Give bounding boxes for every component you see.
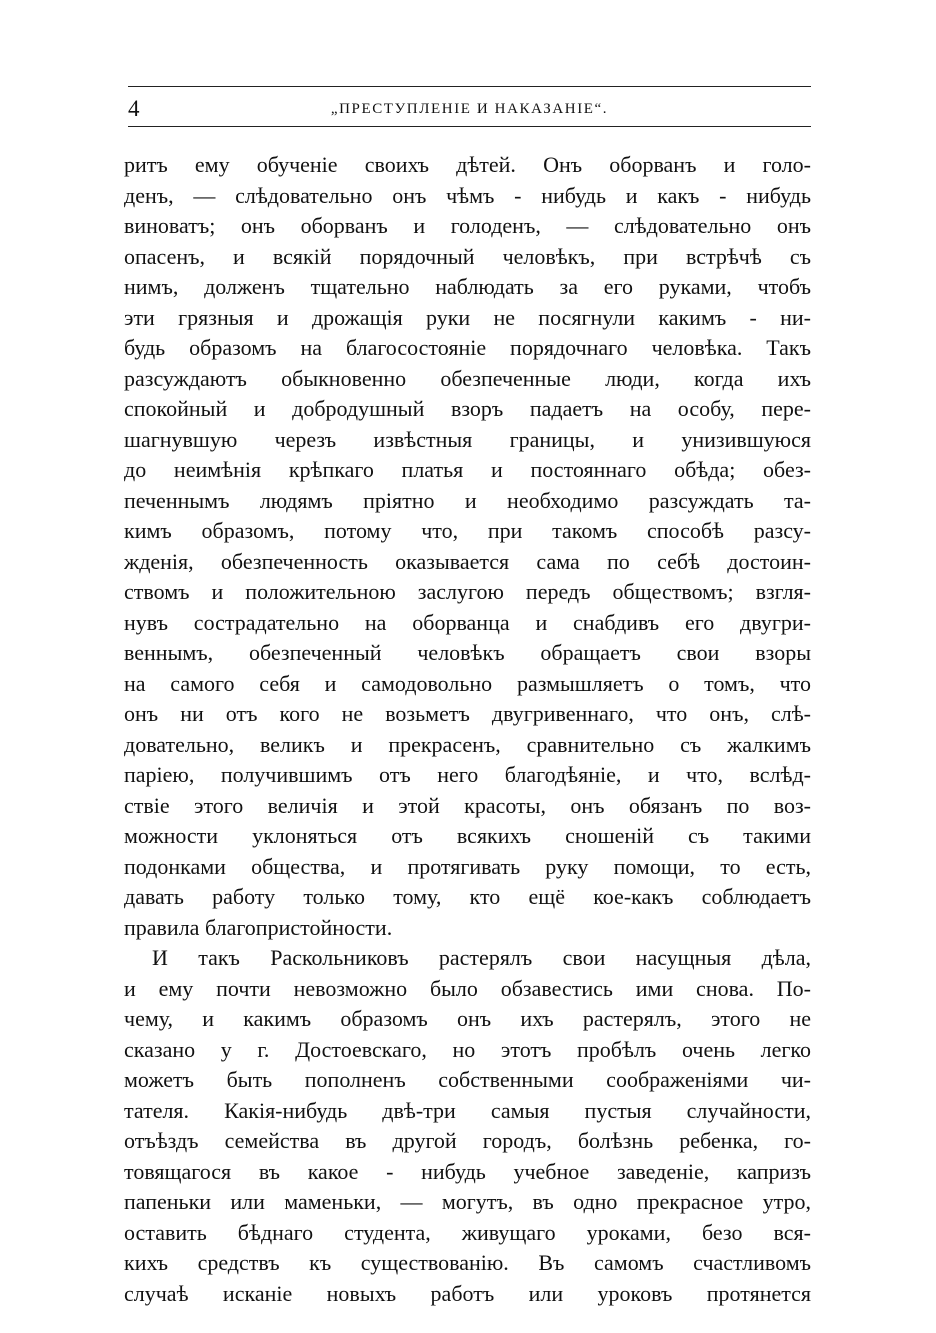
text-line: товящагося въ какое - нибудь учебное заведеніе, капризъ <box>124 1158 811 1184</box>
text-line: шагнувшую черезъ извѣстныя границы, и унизившуюся <box>124 426 811 452</box>
text-line: отъѣздъ семейства въ другой городъ, болѣзнь ребенка, го- <box>124 1128 811 1153</box>
text-line: на самого себя и самодовольно размышляетъ о томъ, что <box>124 670 811 696</box>
text-line: оставить бѣднаго студента, живущаго уроками, безо вся- <box>124 1219 811 1245</box>
text-line: разсуждаютъ обыкновенно обезпеченные люди, когда ихъ <box>124 365 811 391</box>
text-line: нувъ сострадательно на оборванца и снабдивъ его двугри- <box>124 609 811 635</box>
text-line: онъ ни отъ кого не возьметъ двугривеннаго, что онъ, слѣ- <box>124 701 811 726</box>
text-line: и ему почти невозможно было обзавестись ими снова. По- <box>124 975 811 1001</box>
text-line: кихъ средствъ къ существованію. Въ самомъ счастливомъ <box>124 1250 811 1275</box>
text-line: денъ, — слѣдовательно онъ чѣмъ - нибудь и какъ - нибудь <box>124 182 811 208</box>
text-line: довательно, великъ и прекрасенъ, сравнительно съ жалкимъ <box>124 731 811 757</box>
header-rule-bottom <box>128 126 811 127</box>
text-line: ствіе этого величія и этой красоты, онъ обязанъ по воз- <box>124 792 811 818</box>
body-text <box>124 150 811 1309</box>
text-line: будь образомъ на благосостояніе порядочнаго человѣка. Такъ <box>124 335 811 360</box>
text-line: случаѣ исканіе новыхъ работъ или уроковъ протянется <box>124 1280 811 1306</box>
text-line: можности уклоняться отъ всякихъ сношеній съ такими <box>124 823 811 848</box>
paragraph <box>124 943 811 1309</box>
text-line: нимъ, долженъ тщательно наблюдать за его руками, чтобъ <box>124 274 811 299</box>
text-line: до неимѣнія крѣпкаго платья и постояннаго обѣда; обез- <box>124 457 811 482</box>
text-line: тателя. Какія-нибудь двѣ-три самыя пустыя случайности, <box>124 1097 811 1123</box>
text-line: подонками общества, и протягивать руку помощи, то есть, <box>124 853 811 879</box>
text-line: сказано у г. Достоевскаго, но этотъ пробѣлъ очень легко <box>124 1036 811 1062</box>
text-line: чему, и какимъ образомъ онъ ихъ растерялъ, этого не <box>124 1006 811 1031</box>
text-line: ритъ ему обученіе своихъ дѣтей. Онъ оборванъ и голо- <box>124 152 811 177</box>
page-header <box>128 94 811 124</box>
text-line: правила благопристойности. <box>124 914 393 940</box>
text-line: папеньки или маменьки, — могутъ, въ одно прекрасное утро, <box>124 1189 811 1214</box>
text-line: печеннымъ людямъ пріятно и необходимо разсуждать та- <box>124 487 811 513</box>
text-line: кимъ образомъ, потому что, при такомъ способѣ разсу- <box>124 518 811 543</box>
text-line: ствомъ и положительною заслугою передъ обществомъ; взгля- <box>124 579 811 604</box>
page-number: 4 <box>128 96 140 121</box>
text-line: веннымъ, обезпеченный человѣкъ обращаетъ свои взоры <box>124 640 811 665</box>
text-line: опасенъ, и всякій порядочный человѣкъ, при встрѣчѣ съ <box>124 243 811 269</box>
text-line: жденія, обезпеченность оказывается сама по себѣ достоин- <box>124 548 811 574</box>
text-line: И такъ Раскольниковъ растерялъ свои насущныя дѣла, <box>152 945 811 970</box>
text-line: давать работу только тому, кто ещё кое-какъ соблюдаетъ <box>124 884 811 909</box>
text-line: спокойный и добродушный взоръ падаетъ на особу, пере- <box>124 396 811 421</box>
header-rule-top <box>128 86 811 87</box>
text-line: виноватъ; онъ оборванъ и голоденъ, — слѣдовательно онъ <box>124 213 811 238</box>
running-title: „ПРЕСТУПЛЕНІЕ И НАКАЗАНІЕ“. <box>330 101 609 117</box>
text-line: эти грязныя и дрожащія руки не посягнули какимъ - ни- <box>124 304 811 330</box>
text-line: можетъ быть пополненъ собственными соображеніями чи- <box>124 1067 811 1092</box>
text-line: паріею, получившимъ отъ него благодѣяніе, и что, вслѣд- <box>124 762 811 787</box>
paragraph <box>124 150 811 943</box>
